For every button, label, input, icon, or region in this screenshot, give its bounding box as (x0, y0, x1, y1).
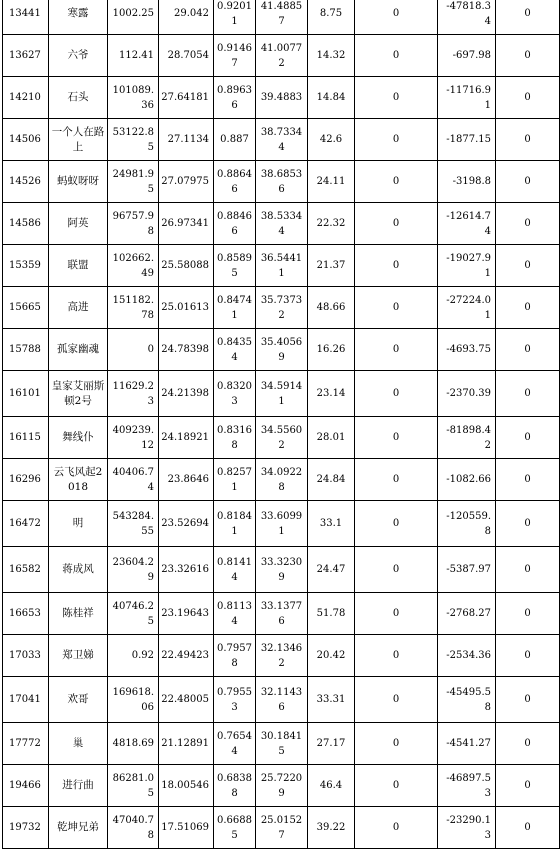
zero-a-cell: 0 (355, 765, 438, 807)
value-b-cell: 30.18415 (256, 723, 308, 765)
value-c-cell: 23.14 (308, 371, 355, 417)
ratio-cell: 0.887 (214, 119, 256, 161)
zero-a-cell: 0 (355, 77, 438, 119)
zero-a-cell: 0 (355, 0, 438, 35)
amount-cell: 53122.85 (108, 119, 159, 161)
value-b-cell: 33.60991 (256, 501, 308, 547)
row-name-cell: 云飞风起2018 (49, 459, 108, 501)
table-row (3, 203, 560, 245)
row-name-cell: 孤家幽魂 (49, 329, 108, 371)
amount-cell: 40406.74 (108, 459, 159, 501)
zero-b-cell: 0 (496, 765, 560, 807)
table-row (3, 245, 560, 287)
zero-a-cell: 0 (355, 119, 438, 161)
value-b-cell: 35.40569 (256, 329, 308, 371)
zero-b-cell: 0 (496, 547, 560, 593)
amount-cell: 96757.98 (108, 203, 159, 245)
table-row (3, 723, 560, 765)
zero-a-cell: 0 (355, 501, 438, 547)
value-a-cell: 23.8646 (159, 459, 214, 501)
amount-cell: 102662.49 (108, 245, 159, 287)
amount-cell: 1002.25 (108, 0, 159, 35)
balance-cell: -46897.53 (438, 765, 496, 807)
value-b-cell: 41.48857 (256, 0, 308, 35)
ratio-cell: 0.84354 (214, 329, 256, 371)
ratio-cell: 0.89636 (214, 77, 256, 119)
row-id-cell: 16582 (3, 547, 49, 593)
row-id-cell: 13627 (3, 35, 49, 77)
row-name-cell: 一个人在路上 (49, 119, 108, 161)
value-a-cell: 25.58088 (159, 245, 214, 287)
zero-b-cell: 0 (496, 203, 560, 245)
value-b-cell: 39.4883 (256, 77, 308, 119)
row-name-cell: 联盟 (49, 245, 108, 287)
balance-cell: -81898.42 (438, 417, 496, 459)
value-a-cell: 17.51069 (159, 807, 214, 849)
ratio-cell: 0.79578 (214, 635, 256, 677)
table-row (3, 119, 560, 161)
ratio-cell: 0.81134 (214, 593, 256, 635)
ratio-cell: 0.68388 (214, 765, 256, 807)
row-id-cell: 15788 (3, 329, 49, 371)
balance-cell: -697.98 (438, 35, 496, 77)
amount-cell: 543284.55 (108, 501, 159, 547)
value-a-cell: 26.97341 (159, 203, 214, 245)
value-c-cell: 22.32 (308, 203, 355, 245)
zero-b-cell: 0 (496, 723, 560, 765)
zero-a-cell: 0 (355, 161, 438, 203)
row-name-cell: 石头 (49, 77, 108, 119)
balance-cell: -1082.66 (438, 459, 496, 501)
row-name-cell: 蚂蚁呀呀 (49, 161, 108, 203)
value-a-cell: 27.64181 (159, 77, 214, 119)
row-name-cell: 蒋成风 (49, 547, 108, 593)
zero-a-cell: 0 (355, 723, 438, 765)
amount-cell: 40746.25 (108, 593, 159, 635)
row-name-cell: 六爷 (49, 35, 108, 77)
row-name-cell: 舞线仆 (49, 417, 108, 459)
zero-a-cell: 0 (355, 547, 438, 593)
value-a-cell: 29.042 (159, 0, 214, 35)
ratio-cell: 0.85895 (214, 245, 256, 287)
zero-a-cell: 0 (355, 287, 438, 329)
table-row (3, 765, 560, 807)
value-a-cell: 23.32616 (159, 547, 214, 593)
table-body (3, 0, 560, 849)
balance-cell: -19027.91 (438, 245, 496, 287)
zero-b-cell: 0 (496, 417, 560, 459)
row-id-cell: 19466 (3, 765, 49, 807)
row-name-cell: 皇家艾丽斯顿2号 (49, 371, 108, 417)
ratio-cell: 0.79553 (214, 677, 256, 723)
value-c-cell: 39.22 (308, 807, 355, 849)
row-id-cell: 17033 (3, 635, 49, 677)
value-a-cell: 24.78398 (159, 329, 214, 371)
value-c-cell: 8.75 (308, 0, 355, 35)
zero-a-cell: 0 (355, 635, 438, 677)
value-b-cell: 34.55602 (256, 417, 308, 459)
balance-cell: -3198.8 (438, 161, 496, 203)
zero-b-cell: 0 (496, 501, 560, 547)
value-b-cell: 32.11436 (256, 677, 308, 723)
zero-b-cell: 0 (496, 77, 560, 119)
zero-b-cell: 0 (496, 245, 560, 287)
row-name-cell: 进行曲 (49, 765, 108, 807)
zero-a-cell: 0 (355, 417, 438, 459)
row-id-cell: 15359 (3, 245, 49, 287)
row-id-cell: 16653 (3, 593, 49, 635)
value-a-cell: 22.49423 (159, 635, 214, 677)
table-row (3, 547, 560, 593)
table-row (3, 459, 560, 501)
value-c-cell: 46.4 (308, 765, 355, 807)
zero-b-cell: 0 (496, 635, 560, 677)
value-c-cell: 24.84 (308, 459, 355, 501)
table-row (3, 329, 560, 371)
amount-cell: 112.41 (108, 35, 159, 77)
value-c-cell: 24.47 (308, 547, 355, 593)
row-name-cell: 寒露 (49, 0, 108, 35)
row-name-cell: 陈桂祥 (49, 593, 108, 635)
amount-cell: 23604.29 (108, 547, 159, 593)
value-b-cell: 33.13776 (256, 593, 308, 635)
zero-b-cell: 0 (496, 593, 560, 635)
amount-cell: 169618.06 (108, 677, 159, 723)
value-a-cell: 24.18921 (159, 417, 214, 459)
value-a-cell: 28.7054 (159, 35, 214, 77)
ratio-cell: 0.66885 (214, 807, 256, 849)
zero-b-cell: 0 (496, 807, 560, 849)
zero-b-cell: 0 (496, 161, 560, 203)
value-c-cell: 14.84 (308, 77, 355, 119)
value-a-cell: 27.07975 (159, 161, 214, 203)
table-row (3, 77, 560, 119)
amount-cell: 151182.78 (108, 287, 159, 329)
value-b-cell: 35.73732 (256, 287, 308, 329)
row-id-cell: 14210 (3, 77, 49, 119)
table-row (3, 0, 560, 35)
value-c-cell: 16.26 (308, 329, 355, 371)
row-id-cell: 16296 (3, 459, 49, 501)
row-id-cell: 14526 (3, 161, 49, 203)
value-b-cell: 38.68536 (256, 161, 308, 203)
value-b-cell: 25.01527 (256, 807, 308, 849)
zero-a-cell: 0 (355, 203, 438, 245)
zero-a-cell: 0 (355, 371, 438, 417)
row-id-cell: 16115 (3, 417, 49, 459)
value-c-cell: 24.11 (308, 161, 355, 203)
ratio-cell: 0.76544 (214, 723, 256, 765)
row-name-cell: 乾坤兄弟 (49, 807, 108, 849)
balance-cell: -12614.74 (438, 203, 496, 245)
value-c-cell: 33.31 (308, 677, 355, 723)
zero-a-cell: 0 (355, 35, 438, 77)
table-row (3, 807, 560, 849)
value-b-cell: 36.54411 (256, 245, 308, 287)
row-id-cell: 17772 (3, 723, 49, 765)
zero-a-cell: 0 (355, 677, 438, 723)
ratio-cell: 0.88466 (214, 203, 256, 245)
row-id-cell: 17041 (3, 677, 49, 723)
zero-a-cell: 0 (355, 593, 438, 635)
value-c-cell: 33.1 (308, 501, 355, 547)
zero-b-cell: 0 (496, 329, 560, 371)
value-c-cell: 51.78 (308, 593, 355, 635)
value-c-cell: 14.32 (308, 35, 355, 77)
amount-cell: 101089.36 (108, 77, 159, 119)
table-row (3, 677, 560, 723)
value-c-cell: 42.6 (308, 119, 355, 161)
zero-a-cell: 0 (355, 807, 438, 849)
row-name-cell: 阿英 (49, 203, 108, 245)
amount-cell: 0 (108, 329, 159, 371)
value-c-cell: 27.17 (308, 723, 355, 765)
zero-b-cell: 0 (496, 677, 560, 723)
balance-cell: -47818.34 (438, 0, 496, 35)
table-row (3, 371, 560, 417)
value-c-cell: 48.66 (308, 287, 355, 329)
amount-cell: 409239.12 (108, 417, 159, 459)
value-a-cell: 18.00546 (159, 765, 214, 807)
zero-b-cell: 0 (496, 35, 560, 77)
table-row (3, 635, 560, 677)
amount-cell: 24981.95 (108, 161, 159, 203)
value-c-cell: 28.01 (308, 417, 355, 459)
value-a-cell: 27.1134 (159, 119, 214, 161)
zero-a-cell: 0 (355, 459, 438, 501)
balance-cell: -45495.58 (438, 677, 496, 723)
value-a-cell: 25.01613 (159, 287, 214, 329)
table-row (3, 161, 560, 203)
balance-cell: -120559.8 (438, 501, 496, 547)
zero-b-cell: 0 (496, 371, 560, 417)
value-a-cell: 21.12891 (159, 723, 214, 765)
table-row (3, 287, 560, 329)
amount-cell: 4818.69 (108, 723, 159, 765)
ranking-table (2, 0, 560, 849)
zero-a-cell: 0 (355, 329, 438, 371)
value-b-cell: 32.13462 (256, 635, 308, 677)
value-a-cell: 23.19643 (159, 593, 214, 635)
value-a-cell: 24.21398 (159, 371, 214, 417)
amount-cell: 0.92 (108, 635, 159, 677)
table-row (3, 593, 560, 635)
ratio-cell: 0.83203 (214, 371, 256, 417)
zero-a-cell: 0 (355, 245, 438, 287)
zero-b-cell: 0 (496, 0, 560, 35)
row-name-cell: 郑卫娣 (49, 635, 108, 677)
value-b-cell: 33.32309 (256, 547, 308, 593)
balance-cell: -2370.39 (438, 371, 496, 417)
value-b-cell: 25.72209 (256, 765, 308, 807)
row-name-cell: 巢 (49, 723, 108, 765)
row-id-cell: 15665 (3, 287, 49, 329)
balance-cell: -1877.15 (438, 119, 496, 161)
balance-cell: -2768.27 (438, 593, 496, 635)
ratio-cell: 0.92011 (214, 0, 256, 35)
table-row (3, 35, 560, 77)
zero-b-cell: 0 (496, 119, 560, 161)
balance-cell: -11716.91 (438, 77, 496, 119)
balance-cell: -5387.97 (438, 547, 496, 593)
ratio-cell: 0.82571 (214, 459, 256, 501)
value-b-cell: 41.00772 (256, 35, 308, 77)
ratio-cell: 0.81414 (214, 547, 256, 593)
row-id-cell: 19732 (3, 807, 49, 849)
row-id-cell: 14586 (3, 203, 49, 245)
balance-cell: -27224.01 (438, 287, 496, 329)
ratio-cell: 0.83168 (214, 417, 256, 459)
value-a-cell: 22.48005 (159, 677, 214, 723)
balance-cell: -23290.13 (438, 807, 496, 849)
value-a-cell: 23.52694 (159, 501, 214, 547)
table-row (3, 501, 560, 547)
value-b-cell: 38.53344 (256, 203, 308, 245)
value-b-cell: 38.73344 (256, 119, 308, 161)
row-name-cell: 明 (49, 501, 108, 547)
zero-b-cell: 0 (496, 459, 560, 501)
row-name-cell: 欢哥 (49, 677, 108, 723)
row-id-cell: 14506 (3, 119, 49, 161)
balance-cell: -4693.75 (438, 329, 496, 371)
ratio-cell: 0.88646 (214, 161, 256, 203)
ratio-cell: 0.81841 (214, 501, 256, 547)
zero-b-cell: 0 (496, 287, 560, 329)
ratio-cell: 0.91467 (214, 35, 256, 77)
amount-cell: 47040.78 (108, 807, 159, 849)
ratio-cell: 0.84741 (214, 287, 256, 329)
amount-cell: 11629.23 (108, 371, 159, 417)
amount-cell: 86281.05 (108, 765, 159, 807)
row-id-cell: 16101 (3, 371, 49, 417)
balance-cell: -2534.36 (438, 635, 496, 677)
row-id-cell: 16472 (3, 501, 49, 547)
value-b-cell: 34.09228 (256, 459, 308, 501)
value-c-cell: 21.37 (308, 245, 355, 287)
row-id-cell: 13441 (3, 0, 49, 35)
table-row (3, 417, 560, 459)
balance-cell: -4541.27 (438, 723, 496, 765)
value-c-cell: 20.42 (308, 635, 355, 677)
row-name-cell: 高进 (49, 287, 108, 329)
value-b-cell: 34.59141 (256, 371, 308, 417)
